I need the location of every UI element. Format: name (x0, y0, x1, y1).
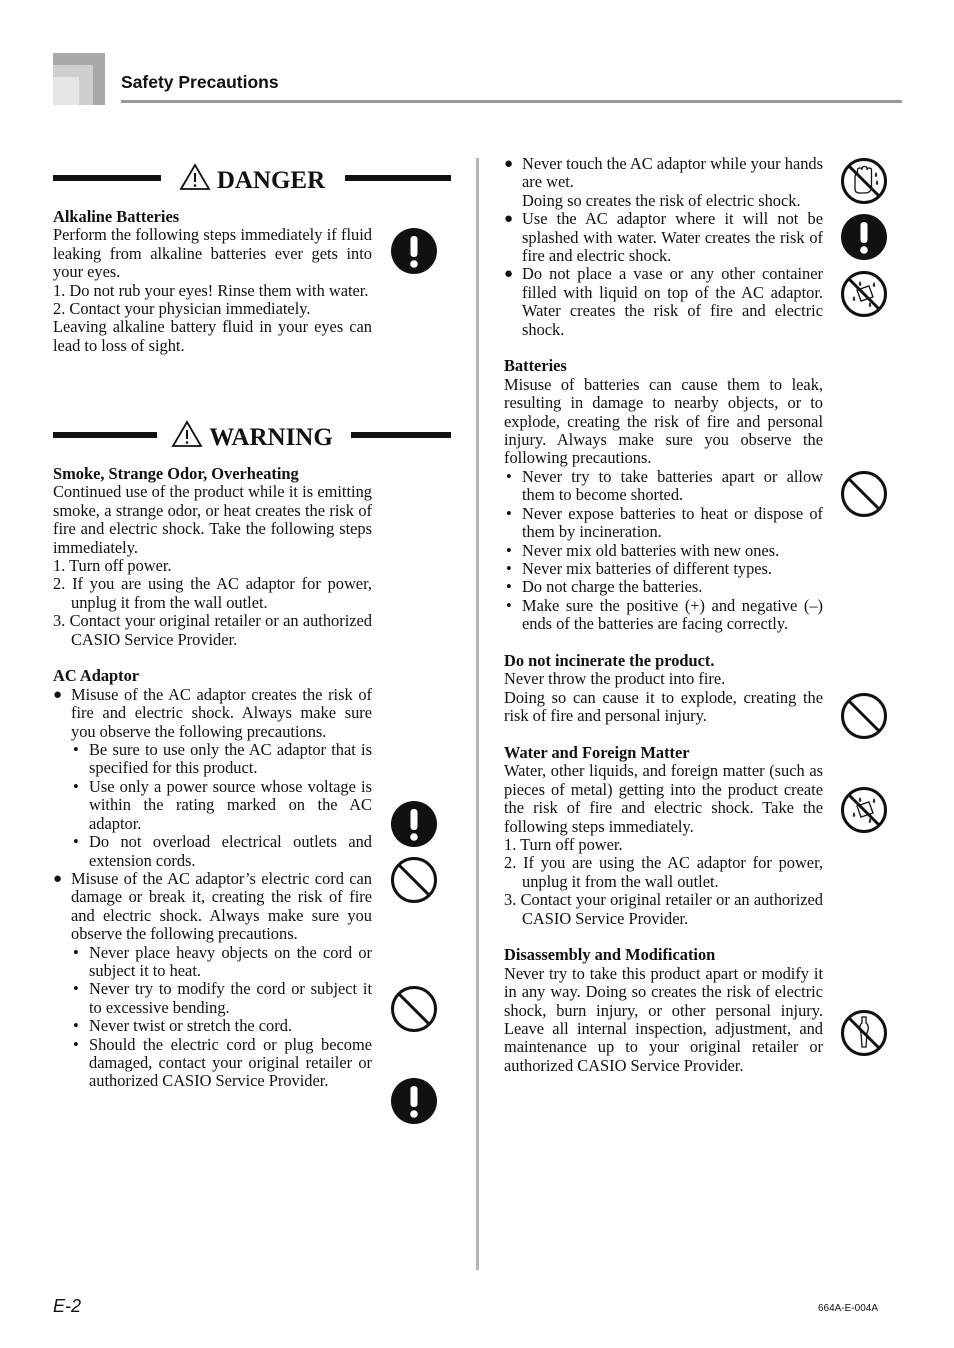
page-header-title: Safety Precautions (121, 72, 279, 92)
ac-wet-hands-item: ● Never touch the AC adaptor while your hands are wet. (504, 155, 823, 192)
batteries-item: • Never mix batteries of different types. (504, 560, 823, 578)
incinerate-text: Doing so can cause it to explode, creating the risk of fire and personal injury. (504, 687, 823, 726)
batteries-item: • Make sure the positive (+) and negative (–) ends of the batteries are facing correctly. (504, 597, 823, 634)
water-intro: Water, other liquids, and foreign matter (such as pieces of metal) getting into the product create the risk of fire and electric shock. Take the following steps immediately. (504, 761, 823, 836)
ac-adaptor-subitem: • Do not overload electrical outlets and extension cords. (53, 833, 372, 870)
batteries-heading: Batteries (504, 356, 567, 376)
ac-cord-subitem: • Never place heavy objects on the cord or subject it to heat. (53, 944, 372, 981)
no-liquid-container-icon (840, 270, 888, 318)
exclamation-icon (390, 1077, 438, 1125)
warning-title (53, 420, 451, 453)
ac-wet-hands-note: Doing so creates the risk of electric shock. (522, 190, 801, 210)
exclamation-icon (390, 800, 438, 848)
water-step: 3. Contact your original retailer or an authorized CASIO Service Provider. (504, 890, 823, 928)
ac-cord-item: ● Misuse of the AC adaptor’s electric cord can damage or break it, creating the risk of fire and electric shock. Always make sure you observe the following precautions. (53, 870, 372, 944)
warning-triangle-icon (179, 163, 211, 191)
header-logo-layer (53, 77, 79, 105)
header-rule (121, 100, 902, 103)
document-code: 664A-E-004A (818, 1303, 879, 1314)
alkaline-step: 1. Do not rub your eyes! Rinse them with water. (53, 280, 369, 300)
no-wet-hands-icon (840, 157, 888, 205)
smoke-step: 2. If you are using the AC adaptor for power, unplug it from the wall outlet. (53, 574, 372, 612)
ac-adaptor-item: ● Misuse of the AC adaptor creates the risk of fire and electric shock. Always make sure you observe the following precautions. (53, 686, 372, 741)
ac-adaptor-subitem: • Be sure to use only the AC adaptor that is specified for this product. (53, 741, 372, 778)
warning-triangle-icon (171, 420, 203, 448)
warning-banner (53, 420, 451, 450)
batteries-item: • Never mix old batteries with new ones. (504, 542, 823, 560)
page-number: E-2 (53, 1296, 82, 1316)
disassembly-heading: Disassembly and Modification (504, 945, 716, 965)
smoke-step: 1. Turn off power. (53, 556, 172, 576)
water-step: 1. Turn off power. (504, 834, 623, 854)
prohibition-icon (390, 856, 438, 904)
smoke-step: 3. Contact your original retailer or an authorized CASIO Service Provider. (53, 611, 372, 649)
warning-section-right (504, 155, 823, 1075)
danger-section (53, 208, 372, 355)
no-disassembly-icon (840, 1009, 888, 1057)
danger-title (53, 163, 451, 196)
alkaline-step: 2. Contact your physician immediately. (53, 299, 311, 319)
warning-section-left (53, 465, 372, 1091)
alkaline-heading: Alkaline Batteries (53, 207, 180, 226)
alkaline-intro: Perform the following steps immediately if fluid leaking from alkaline batteries ever gets into your eyes. (53, 225, 372, 282)
ac-cord-subitem: • Never twist or stretch the cord. (53, 1017, 372, 1035)
ac-vase-item: ● Do not place a vase or any other container filled with liquid on top of the AC adaptor. Water creates the risk of fire and electric shock. (504, 265, 823, 339)
ac-cord-subitem: • Never try to modify the cord or subject it to excessive bending. (53, 980, 372, 1017)
incinerate-text: Never throw the product into fire. (504, 669, 726, 689)
header-logo-block (53, 53, 105, 105)
smoke-intro: Continued use of the product while it is emitting smoke, a strange odor, or heat creates the risk of fire and electric shock. Take the following steps immediately. (53, 482, 372, 557)
alkaline-outro: Leaving alkaline battery fluid in your eyes can lead to loss of sight. (53, 317, 372, 355)
no-liquid-container-icon (840, 786, 888, 834)
warning-title-text: WARNING (209, 424, 333, 451)
batteries-item: • Never expose batteries to heat or dispose of them by incineration. (504, 505, 823, 542)
ac-cord-subitem: • Should the electric cord or plug become damaged, contact your original retailer or authorized CASIO Service Provider. (53, 1036, 372, 1091)
exclamation-icon (840, 213, 888, 261)
column-divider (476, 158, 479, 1270)
ac-adaptor-heading: AC Adaptor (53, 666, 140, 686)
water-heading: Water and Foreign Matter (504, 742, 690, 762)
batteries-item: • Never try to take batteries apart or allow them to become shorted. (504, 468, 823, 505)
incinerate-heading: Do not incinerate the product. (504, 650, 715, 670)
prohibition-icon (840, 470, 888, 518)
prohibition-icon (390, 985, 438, 1033)
prohibition-icon (840, 692, 888, 740)
ac-adaptor-subitem: • Use only a power source whose voltage is within the rating marked on the AC adaptor. (53, 778, 372, 833)
smoke-heading: Smoke, Strange Odor, Overheating (53, 464, 299, 483)
disassembly-text: Never try to take this product apart or modify it in any way. Doing so creates the risk of electric shock, burn injury, or other personal injury. Leave all internal inspection, adjustment, and maintenance up to your original retailer or authorized CASIO Service Provider. (504, 963, 823, 1075)
danger-title-text: DANGER (216, 167, 326, 194)
batteries-item: • Do not charge the batteries. (504, 578, 823, 596)
batteries-intro: Misuse of batteries can cause them to leak, resulting in damage to nearby objects, or to explode, creating the risk of fire and personal injury. Always make sure you observe the following precautions. (504, 374, 823, 468)
ac-splash-item: ● Use the AC adaptor where it will not be splashed with water. Water creates the risk of fire and electric shock. (504, 210, 823, 265)
water-step: 2. If you are using the AC adaptor for power, unplug it from the wall outlet. (504, 853, 823, 891)
danger-banner (53, 163, 451, 193)
exclamation-icon (390, 227, 438, 275)
